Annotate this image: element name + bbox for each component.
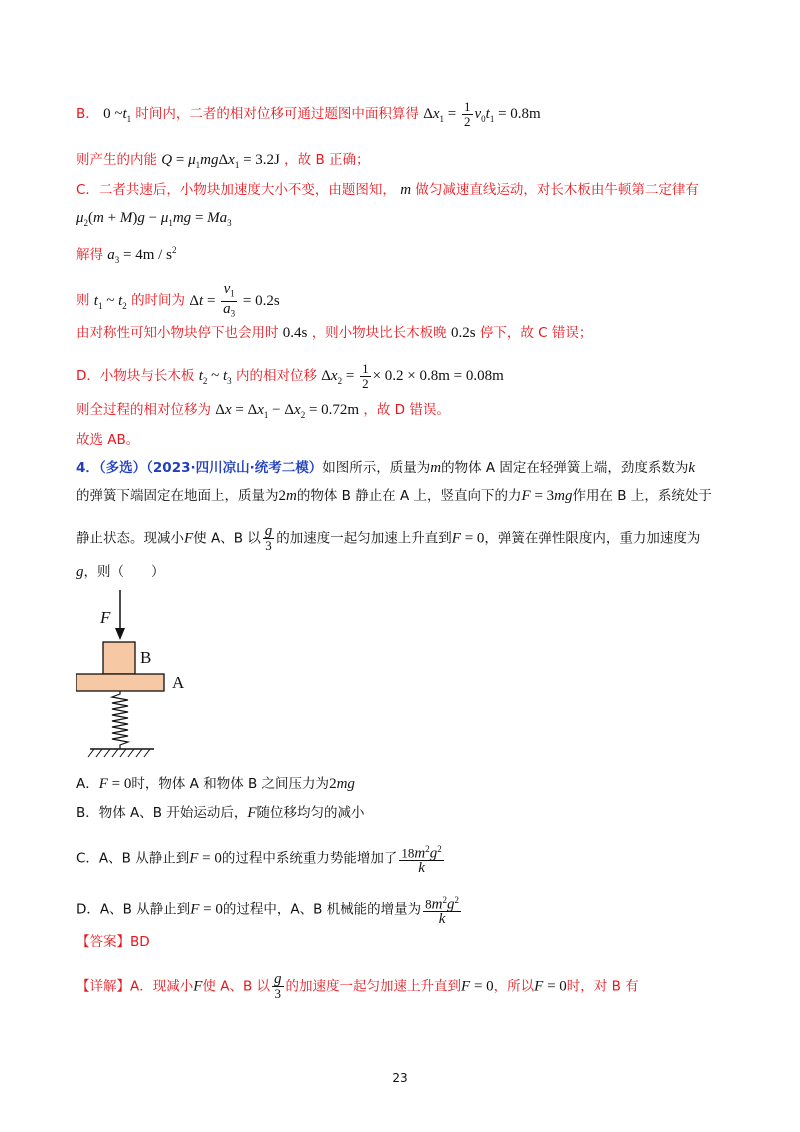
option-d-text: D．A、B 从静止到 [76,901,191,918]
solution-choose-line [76,430,740,450]
math-g-over-3: $\frac{g}{3}$ [264,523,273,553]
question-line3 [76,524,740,553]
arrow-head-icon [115,628,125,640]
c-text2: 做匀减速直线运动，对长木板由牛顿第二定律有 [415,182,699,198]
math-t2-t3: $t_2$ ~ $t_3$ [198,367,232,386]
solution-symmetry-line [76,323,740,343]
question-text3d: ，弹簧在弹性限度内，重力加速度为 [484,530,701,547]
q-suffix: ，故 B 正确； [284,152,370,168]
option-b-suffix: 随位移均匀的减小 [256,805,365,821]
sym-prefix: 由对称性可知小物块停下也会用时 [76,325,279,341]
math-q: $Q = \mu_1mg\Delta x_1 = 3.2J$ [161,152,280,170]
solution-dt-line [76,282,740,320]
math-8m2g2-k: $\frac{8m^2g^2}{k}$ [425,895,459,928]
option-c-line [76,842,740,875]
figure-label-b: B [140,648,152,667]
math-a3: $a_3 = 4m / s^2$ [107,245,177,265]
math-dx2: $\Delta x_2$ = $\frac{1}{2}$ × 0.2 × 0.8m = 0.08m [321,361,504,391]
math-f-0: F = 0 [451,530,485,547]
question-text2a: 的弹簧下端固定在地面上，质量为 [76,488,279,504]
d-text1: D．小物块与长木板 [76,367,195,384]
choose-text: 故选 AB。 [76,432,140,448]
spring-block-figure [76,586,216,766]
question-number: 4． [76,460,99,476]
math-g-over-3: $\frac{g}{3}$ [274,971,282,1001]
figure-label-f: F [100,608,111,627]
math-02s: 0.2s [450,325,476,341]
math-dx1: $\Delta x_1$ = $\frac{1}{2}$ $v_0t_1 = 0.8m$ [423,99,541,129]
detail-text2: 使 A、B 以 [202,978,271,995]
question-text1: 如图所示，质量为 [322,460,431,476]
option-d-mid: 的过程中，A、B 机械能的增量为 [222,901,422,918]
option-b-label: B． [76,105,99,122]
solution-c-line1 [76,180,740,200]
math-total: $\Delta x = \Delta x_1 - \Delta x_2 = 0.72m$ [215,402,360,420]
spring-icon [112,691,128,749]
math-g: g [76,564,84,580]
option-d-line [76,893,740,926]
option-a-line [76,774,740,794]
total-prefix: 则全过程的相对位移为 [76,402,211,418]
math-04s: 0.4s [282,325,308,341]
math-2mg: 2mg [329,776,355,792]
math-2m: 2m [278,488,297,504]
d-text2: 内的相对位移 [235,367,317,384]
q-prefix: 则产生的内能 [76,152,157,168]
math-f-0: F = 0 [98,776,132,792]
question-text3a: 静止状态。现减小 [76,530,184,547]
math-m: m [430,460,442,476]
sym-mid: ，则小物块比长木板晚 [311,325,447,341]
detail-text5: 时，对 B 有 [566,978,639,995]
math-f-0: F = 0 [190,901,223,918]
option-c-mid: 的过程中系统重力势能增加了 [221,850,398,867]
jie-de-label: 解得 [76,247,103,263]
math-k: k [688,460,696,476]
question-text1b: 的物体 A 固定在轻弹簧上端，劲度系数为 [441,460,689,476]
solution-a3-line [76,240,740,270]
math-f: F [247,805,257,821]
option-c-text: C．A、B 从静止到 [76,850,190,867]
math-f-0: F = 0 [189,850,222,867]
answer-line [76,932,740,952]
detail-text1: A．现减小 [130,978,194,995]
detail-text4: ，所以 [493,978,535,995]
question-tag: （多选）（2023·四川凉山·统考二模） [98,460,323,476]
solution-d-line [76,362,740,391]
answer-value: BD [130,934,150,950]
figure-label-a: A [172,673,185,692]
math-newton: $\mu_2(m + M)g - \mu_1mg = Ma_3$ [76,210,232,228]
math-f: F [193,978,203,995]
solution-b-text: 时间内，二者的相对位移可通过题图中面积算得 [135,105,419,122]
question-line1 [76,458,740,478]
solution-q-line [76,150,740,175]
answer-label: 【答案】 [76,934,130,950]
option-b-line [76,803,740,823]
solution-total-line [76,400,740,425]
ground-hatch-icon [88,749,150,757]
block-b [103,642,135,674]
solution-c-equation [76,208,740,233]
page-number: 23 [392,1071,408,1085]
question-text3b: 使 A、B 以 [193,530,261,547]
question-line2 [76,486,740,506]
question-text4: ，则（ ） [83,564,165,580]
time-is-label: 的时间为 [131,292,186,309]
question-line4 [76,562,740,582]
math-f-0: F = 0 [461,978,494,995]
math-dt: Δt = $\frac{v_1}{a_3}$ = 0.2s [189,281,280,319]
option-b-text: B．物体 A、B 开始运动后， [76,805,248,821]
question-text2b: 的物体 B 静止在 A 上，竖直向下的力 [296,488,522,504]
math-f-0: F = 0 [534,978,567,995]
figure-svg [76,586,216,766]
detail-label: 【详解】 [76,978,130,995]
total-suffix: ，故 D 错误。 [363,402,450,418]
detail-text3: 的加速度一起匀加速上升直到 [285,978,462,995]
ze-label: 则 [76,292,90,309]
math-m: m [400,182,412,198]
option-a-text: 时，物体 A 和物体 B 之间压力为 [131,776,330,792]
block-a [76,674,164,691]
question-text3c: 的加速度一起匀加速上升直到 [276,530,452,547]
solution-b-line [76,100,740,129]
math-f-3mg: F = 3mg [521,488,573,504]
question-text2c: 作用在 B 上，系统处于 [572,488,712,504]
sym-suffix: 停下，故 C 错误； [479,325,593,341]
math-f: F [184,530,194,547]
math-18m2g2-k: $\frac{18m^2g^2}{k}$ [401,844,442,877]
math-t1-t2: $t_1$ ~ $t_2$ [93,292,127,311]
detail-line [76,972,740,1001]
option-a-label: A． [76,776,99,792]
math-0-t1: 0 $\sim t_1$ [103,105,132,124]
c-text1: C．二者共速后，小物块加速度大小不变，由题图知， [76,182,396,198]
